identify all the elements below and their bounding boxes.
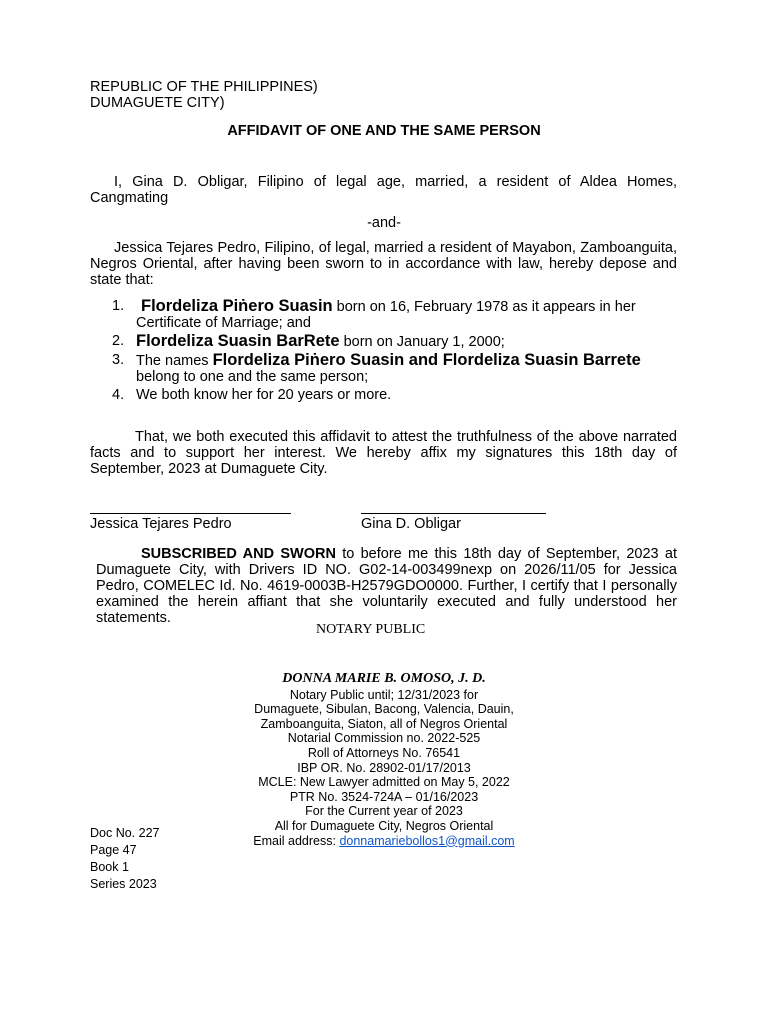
- notary-line: Dumaguete, Sibulan, Bacong, Valencia, Dauin,: [254, 702, 514, 717]
- list-item: [90, 352, 680, 385]
- notary-line: Notary Public until; 12/31/2023 for: [289, 687, 479, 702]
- book-number: Book 1: [90, 860, 129, 874]
- second-party-paragraph: Jessica Tejares Pedro, Filipino, of legal, married a resident of Mayabon, Zamboanguita, Negros Oriental, after having been sworn to in accordance with law, hereby depose and state that:: [90, 240, 677, 288]
- series-year: Series 2023: [90, 877, 157, 891]
- jurat-body: to before me this 18th day of September, 2023 at Dumaguete City, with Drivers ID NO. G02-14-003499nexp on 2026/11/05 for Jessica Pedro, COMELEC Id. No. 4619-0003B-H2579GDO0000. Further, I certify that I personally examined the herein affiant that she voluntarily executed and fully understood her statements.: [96, 546, 677, 626]
- list-item: [90, 387, 680, 403]
- item-number: 2.: [112, 333, 125, 349]
- signature-line-right: [361, 513, 546, 514]
- signatory-right: Gina D. Obligar: [361, 516, 461, 532]
- notary-line: Zamboanguita, Siaton, all of Negros Oriental: [260, 716, 508, 731]
- header-republic: REPUBLIC OF THE PHILIPPINES): [90, 79, 318, 95]
- notary-line: MCLE: New Lawyer admitted on May 5, 2022: [258, 775, 510, 790]
- item-name: Flordeliza Suasin BarRete: [136, 332, 340, 350]
- item-text: We both know her for 20 years or more.: [136, 387, 392, 403]
- item-number: 1.: [112, 298, 125, 314]
- doc-info: [90, 825, 159, 893]
- notary-line: IBP OR. No. 28902-01/17/2013: [297, 760, 471, 775]
- signatory-left: Jessica Tejares Pedro: [90, 516, 232, 532]
- item-number: 3.: [112, 352, 125, 368]
- item-number: 4.: [112, 387, 125, 403]
- notary-block: [200, 672, 568, 848]
- item-name: Flordeliza Piṅero Suasin: [141, 297, 333, 315]
- notary-public-label: NOTARY PUBLIC: [316, 622, 426, 637]
- item-text: born on 16, February 1978 as it appears in her Certificate of Marriage; and: [136, 299, 636, 331]
- jurat-lead: SUBSCRIBED AND SWORN: [141, 546, 336, 562]
- and-separator: -and-: [367, 215, 401, 231]
- document-title: AFFIDAVIT OF ONE AND THE SAME PERSON: [227, 123, 541, 139]
- statement-list: [90, 298, 680, 403]
- notary-name: DONNA MARIE B. OMOSO, J. D.: [282, 671, 486, 686]
- intro-paragraph: I, Gina D. Obligar, Filipino of legal age, married, a resident of Aldea Homes, Cangmating: [90, 174, 677, 206]
- notary-line: All for Dumaguete City, Negros Oriental: [274, 818, 494, 833]
- notary-line: PTR No. 3524-724A – 01/16/2023: [289, 789, 479, 804]
- item-text: belong to one and the same person;: [136, 369, 369, 385]
- page-number: Page 47: [90, 843, 137, 857]
- signature-line-left: [90, 513, 291, 514]
- list-item: [90, 333, 680, 350]
- notary-line: For the Current year of 2023: [305, 804, 463, 819]
- notary-email-line: [200, 834, 568, 849]
- item-name: Flordeliza Piṅero Suasin and Flordeliza Suasin Barrete: [212, 351, 641, 369]
- email-link[interactable]: donnamariebollos1@gmail.com: [339, 833, 515, 848]
- email-label: Email address:: [253, 833, 340, 848]
- item-text: born on January 1, 2000;: [339, 334, 505, 350]
- item-prefix: The names: [136, 353, 213, 369]
- doc-number: Doc No. 227: [90, 826, 160, 840]
- closing-paragraph: That, we both executed this affidavit to attest the truthfulness of the above narrated facts and to support her interest. We hereby affix my signatures this 18th day of September, 2023 at Dumaguete City.: [90, 429, 677, 477]
- header-city: DUMAGUETE CITY): [90, 95, 225, 111]
- notary-line: Roll of Attorneys No. 76541: [307, 745, 461, 760]
- list-item: [90, 298, 680, 331]
- jurat-paragraph: [96, 546, 677, 626]
- notary-line: Notarial Commission no. 2022-525: [287, 731, 481, 746]
